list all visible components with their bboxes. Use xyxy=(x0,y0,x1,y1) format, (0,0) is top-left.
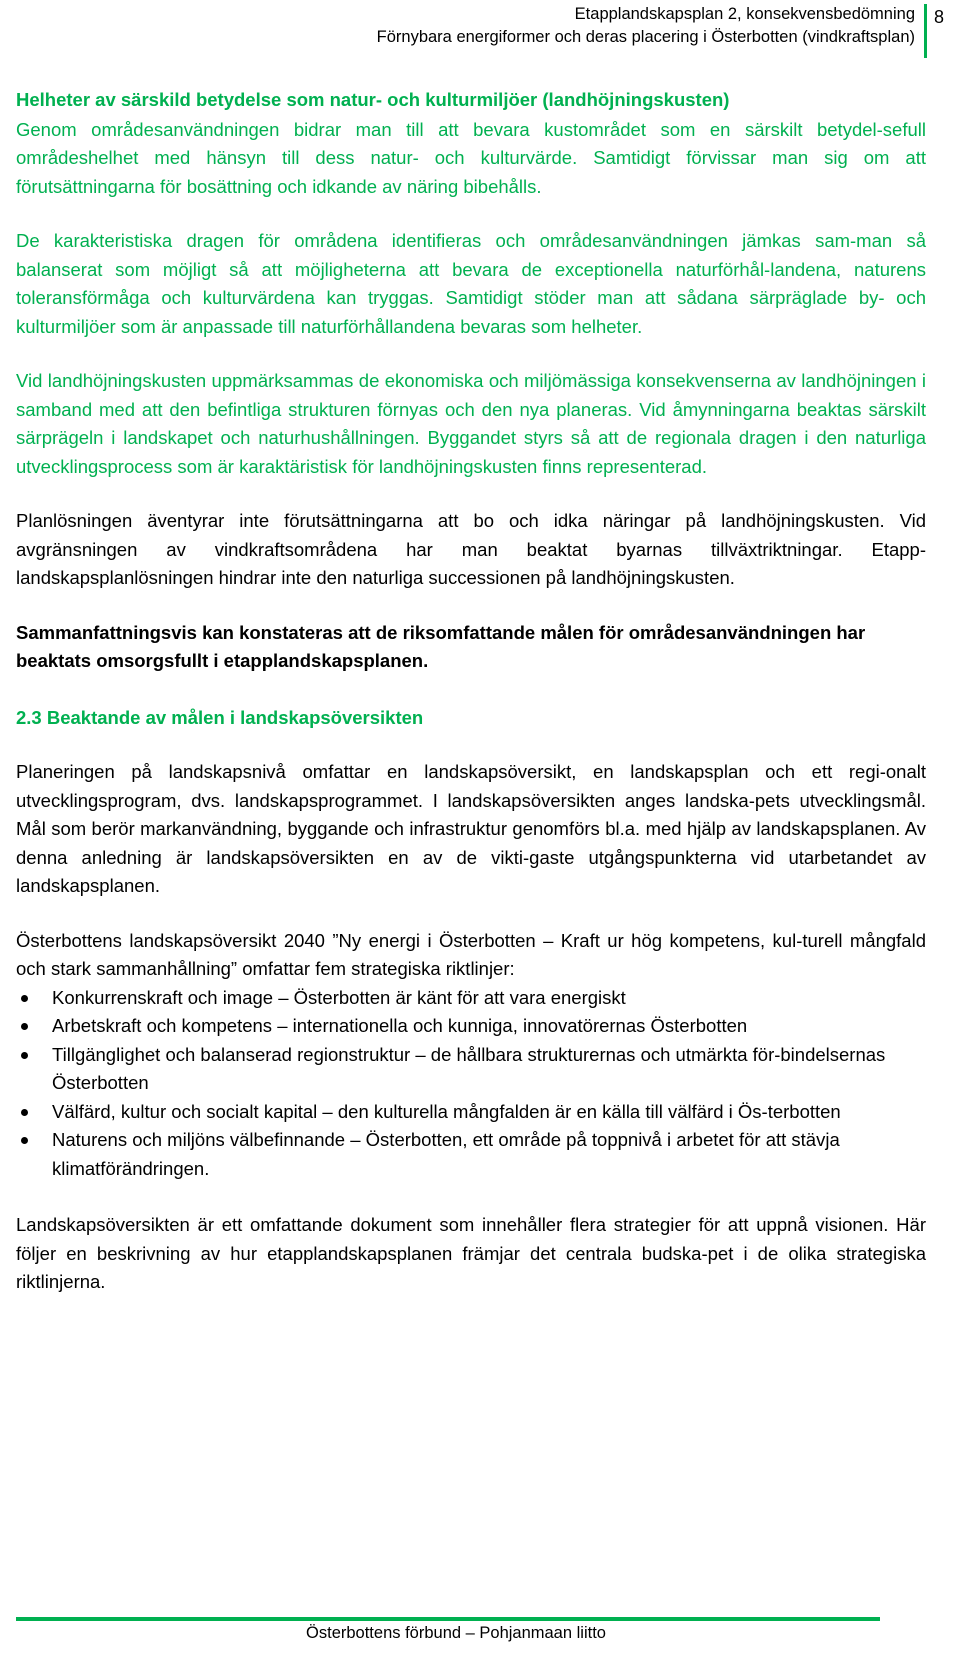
bullet-icon xyxy=(21,1052,28,1059)
page-number: 8 xyxy=(934,7,945,27)
header-vertical-rule xyxy=(924,4,927,58)
bullet-icon xyxy=(21,995,28,1002)
header-document-title: Etapplandskapsplan 2, konsekvensbedömning xyxy=(574,5,915,23)
paragraph-land-uplift: Vid landhöjningskusten uppmärksammas de ekonomiska och miljömässiga konsekvenserna av landhöjningen i samband med att den befintliga strukturen förnyas och den nya planeras. Vid åmynningarna beaktas särskilt särprägeln i landskapet och naturhushållningen. Byggandet styrs så att de regionala dragen i den naturliga utvecklingsprocess som är karaktäristisk för landhöjningskusten finns representerad. xyxy=(16,370,926,477)
paragraph-characteristics: De karakteristiska dragen för områdena identifieras och områdesanvändningen jämkas sam-man så balanserat som möjligt så att möjligheterna att bevara de exceptionella naturförhål-landena, naturens toleransförmåga och kulturvärdena kan tryggas. Samtidigt stöder man att sådana särpräglade by- och kulturmiljöer som är anpassade till naturförhållandena bevaras som helheter. xyxy=(16,230,926,337)
list-item xyxy=(16,984,926,1013)
section-number: 2.3 xyxy=(16,706,42,728)
bullet-icon xyxy=(21,1137,28,1144)
list-item xyxy=(16,1012,926,1041)
list-item-text: Välfärd, kultur och socialt kapital – den kulturella mångfalden är en källa till välfärd i Ös-terbotten xyxy=(52,1100,841,1122)
list-item-text: Konkurrenskraft och image – Österbotten är känt för att vara energiskt xyxy=(52,986,626,1008)
subsection-heading-landhojningskusten: Helheter av särskild betydelse som natur- och kulturmiljöer (landhöjningskusten) xyxy=(16,89,730,110)
footer-rule xyxy=(16,1617,880,1621)
paragraph-conclusion: Landskapsöversikten är ett omfattande dokument som innehåller flera strategier för att uppnå visionen. Här följer en beskrivning av hur etapplandskapsplanen främjar det centrala budska-pet i de olika strategiska riktlinjerna. xyxy=(16,1214,926,1292)
section-heading-2-3 xyxy=(16,704,926,733)
list-item-text: Naturens och miljöns välbefinnande – Österbotten, ett område på toppnivå i arbetet för att stävja klimatförändringen. xyxy=(52,1129,840,1179)
section-title: Beaktande av målen i landskapsöversikten xyxy=(46,706,424,728)
page-header xyxy=(0,0,960,62)
strategic-guidelines-list xyxy=(16,984,926,1184)
running-header xyxy=(377,3,915,49)
list-item xyxy=(16,1041,926,1098)
paragraph-summary: Sammanfattningsvis kan konstateras att de riksomfattande målen för områdesanvändningen har beaktats omsorgsfullt i etapplandskapsplanen. xyxy=(16,621,866,671)
bullet-icon xyxy=(21,1023,28,1030)
list-item-text: Arbetskraft och kompetens – internationella och kunniga, innovatörernas Österbotten xyxy=(52,1015,748,1036)
paragraph-coastal-area: Genom områdesanvändningen bidrar man till att bevara kustområdet som en särskilt betydel-sefull områdeshelhet med hänsyn till dess natur- och kulturvärde. Samtidigt förvissar man sig om att förutsättningarna för bosättning och idkande av näring bibehålls. xyxy=(16,118,926,197)
bullet-icon xyxy=(21,1109,28,1116)
header-document-subtitle: Förnybara energiformer och deras placering i Österbotten (vindkraftsplan) xyxy=(376,28,915,46)
list-item xyxy=(16,1098,926,1127)
list-item xyxy=(16,1126,926,1183)
page-content xyxy=(16,86,926,1297)
list-item-text: Tillgänglighet och balanserad regionstruktur – de hållbara strukturernas och utmärkta för-bindelsernas Österbotten xyxy=(52,1043,886,1093)
paragraph-landskapsoversikt-2040: Österbottens landskapsöversikt 2040 ”Ny energi i Österbotten – Kraft ur hög kompetens, kul-turell mångfald och stark sammanhållning” omfattar fem strategiska riktlinjer: xyxy=(16,929,926,979)
paragraph-plan-solution: Planlösningen äventyrar inte förutsättningarna att bo och idka näringar på landhöjningskusten. Vid avgränsningen av vindkraftsområdena har man beaktat byarnas tillväxtriktningar. Etapp-landskapsplanlösningen hindrar inte den naturliga successionen på landhöjningskusten. xyxy=(16,510,926,588)
paragraph-planning-levels: Planeringen på landskapsnivå omfattar en landskapsöversikt, en landskapsplan och ett regi-onalt utvecklingsprogram, dvs. landskapsprogrammet. I landskapsöversikten anges landska-pets utvecklingsmål. Mål som berör markanvändning, byggande och infrastruktur genomförs bl.a. med hjälp av landskapsplanen. Av denna anledning är landskapsöversikten en av de vikti-gaste utgångspunkterna vid utarbetandet av landskapsplanen. xyxy=(16,761,926,896)
footer-organization: Österbottens förbund – Pohjanmaan liitto xyxy=(306,1624,606,1642)
